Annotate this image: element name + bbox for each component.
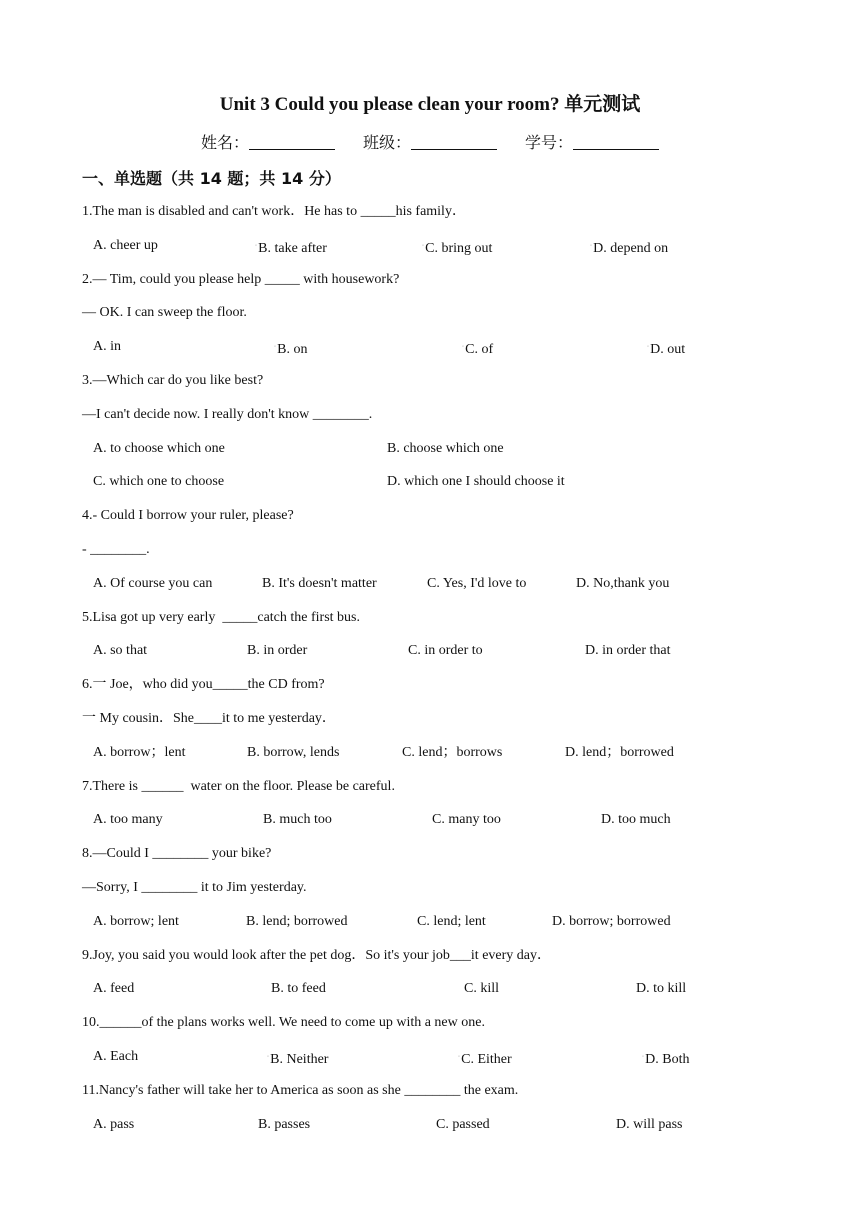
answer-option[interactable] [464, 978, 499, 1000]
answer-option[interactable] [263, 809, 332, 831]
option-text: D. out [650, 342, 686, 358]
option-text: A. borrow；lent [93, 744, 186, 760]
answer-option[interactable] [422, 235, 492, 260]
option-text: A. Each [93, 1049, 139, 1064]
name-blank [249, 133, 335, 150]
option-text: D. borrow; borrowed [552, 913, 671, 929]
question-stem: 7.There is ______ water on the floor. Please be careful. [82, 778, 395, 794]
answer-option[interactable] [93, 336, 121, 358]
page-title: Unit 3 Could you please clean your room? 单元测试 [219, 94, 641, 115]
option-text: D. too much [601, 812, 671, 828]
answer-option[interactable] [93, 573, 212, 595]
answer-option[interactable] [616, 1114, 683, 1136]
option-marker: ◦ [462, 344, 465, 351]
answer-option[interactable] [247, 640, 307, 662]
name-label: 姓名： [200, 135, 249, 152]
question-stem: 一 My cousin．She____it to me yesterday． [82, 711, 336, 726]
answer-option[interactable] [93, 742, 186, 764]
option-text: C. passed [436, 1116, 490, 1132]
answer-option[interactable] [427, 573, 526, 595]
question-stem: —I can't decide now. I really don't know ________. [82, 406, 373, 422]
answer-option[interactable] [402, 742, 502, 764]
option-marker: ◦ [647, 344, 650, 351]
option-text: B. Neither [270, 1052, 329, 1067]
option-text: C. of [465, 342, 494, 358]
option-marker: ◦ [642, 1054, 645, 1060]
question-stem: 6.一 Joe，who did you_____the CD from? [82, 677, 325, 693]
answer-option[interactable] [436, 1114, 490, 1136]
answer-option[interactable]: B. choose which one [387, 440, 504, 456]
question-stem: 11.Nancy's father will take her to America as soon as she ________ the exam. [82, 1082, 519, 1098]
option-text: B. lend; borrowed [246, 913, 348, 929]
option-text: A. too many [93, 812, 163, 828]
answer-option[interactable] [93, 911, 179, 933]
option-text: B. passes [258, 1116, 311, 1132]
question-stem: 8.—Could I ________ your bike? [82, 846, 272, 862]
answer-option[interactable] [93, 1046, 138, 1068]
option-text: A. feed [93, 981, 135, 997]
answer-option[interactable] [576, 573, 669, 595]
answer-option[interactable] [408, 640, 483, 662]
option-marker: ◦ [422, 242, 425, 249]
option-text: A. in [93, 339, 121, 355]
option-marker: ◦ [458, 1054, 461, 1060]
answer-option[interactable] [93, 1114, 134, 1136]
answer-option[interactable] [271, 978, 326, 1000]
option-text: C. lend; lent [417, 913, 486, 929]
option-text: B. much too [263, 812, 332, 828]
option-text: A. cheer up [93, 237, 158, 253]
answer-option[interactable] [601, 809, 671, 831]
option-text: D. in order that [585, 643, 671, 659]
option-text: B. take after [258, 240, 327, 256]
option-text: C. bring out [425, 240, 493, 256]
option-text: B. It's doesn't matter [262, 575, 377, 591]
option-text: C. kill [464, 981, 500, 997]
option-text: A. Of course you can [93, 575, 213, 591]
option-text: D. No,thank you [576, 575, 670, 591]
id-blank [573, 133, 659, 150]
question-stem: 9.Joy, you said you would look after the pet dog．So it's your job___it every day． [82, 947, 551, 963]
option-text: D. to kill [636, 981, 687, 997]
option-text: D. depend on [593, 240, 669, 256]
answer-option[interactable] [552, 911, 671, 933]
answer-option[interactable] [93, 978, 134, 1000]
option-marker: ◦ [267, 1054, 270, 1060]
option-text: B. borrow, lends [247, 744, 340, 760]
option-text: C. Yes, I'd love to [427, 575, 527, 591]
answer-option[interactable] [417, 911, 486, 933]
answer-option[interactable] [636, 978, 686, 1000]
option-text: A. borrow; lent [93, 913, 179, 929]
student-info [0, 131, 860, 157]
option-marker: ◦ [274, 344, 277, 351]
option-text: A. pass [93, 1116, 135, 1132]
id-label: 学号： [525, 135, 574, 152]
answer-option[interactable] [93, 235, 158, 257]
answer-option[interactable] [258, 1114, 310, 1136]
question-stem: 4.- Could I borrow your ruler, please? [82, 508, 294, 524]
option-text: B. to feed [271, 981, 326, 997]
option-text: A. so that [93, 643, 148, 659]
answer-option[interactable] [462, 336, 493, 361]
answer-option[interactable] [565, 742, 674, 764]
answer-option[interactable] [255, 235, 327, 260]
question-stem: 1.The man is disabled and can't work．He has to _____his family． [82, 204, 466, 219]
name-field [201, 131, 335, 157]
answer-option[interactable] [585, 640, 671, 662]
answer-option[interactable] [642, 1046, 689, 1071]
id-field [525, 131, 659, 157]
option-text: B. in order [247, 643, 308, 659]
section-title: 一、单选题（共 14 题；共 14 分） [82, 169, 341, 188]
question-stem: 2.— Tim, could you please help _____ with housework? [82, 271, 400, 287]
question-stem: 10.______of the plans works well. We need to come up with a new one. [82, 1015, 485, 1031]
option-text: C. Either [461, 1052, 512, 1067]
question-stem: 5.Lisa got up very early _____catch the first bus. [82, 609, 360, 625]
class-label: 班级： [362, 135, 411, 152]
answer-option[interactable] [432, 809, 501, 831]
option-text: C. in order to [408, 643, 483, 659]
option-text: C. lend；borrows [402, 744, 503, 760]
option-marker: ◦ [590, 242, 593, 249]
question-stem: —Sorry, I ________ it to Jim yesterday. [82, 880, 307, 895]
answer-option[interactable] [647, 336, 685, 361]
answer-option[interactable] [93, 809, 163, 831]
option-text: D. will pass [616, 1116, 683, 1132]
answer-option[interactable]: A. to choose which one [93, 440, 225, 456]
question-stem: 3.—Which car do you like best? [82, 373, 264, 388]
question-stem: — OK. I can sweep the floor. [82, 305, 247, 321]
answer-option[interactable] [246, 911, 347, 933]
option-text: D. lend；borrowed [565, 744, 674, 760]
answer-option[interactable]: C. which one to choose [93, 474, 225, 490]
option-text: B. on [277, 342, 308, 358]
answer-option[interactable]: D. which one I should choose it [387, 474, 565, 490]
answer-option[interactable] [458, 1046, 512, 1071]
answer-option[interactable] [590, 235, 668, 260]
answer-option[interactable] [274, 336, 307, 361]
option-text: C. many too [432, 812, 501, 828]
class-field [363, 131, 497, 157]
question-stem: - ________. [82, 542, 150, 557]
option-marker: ◦ [255, 242, 258, 249]
answer-option[interactable] [247, 742, 339, 764]
class-blank [411, 133, 497, 150]
answer-option[interactable] [262, 573, 377, 595]
answer-option[interactable] [267, 1046, 328, 1071]
answer-option[interactable] [93, 640, 147, 662]
option-text: D. Both [645, 1052, 690, 1067]
